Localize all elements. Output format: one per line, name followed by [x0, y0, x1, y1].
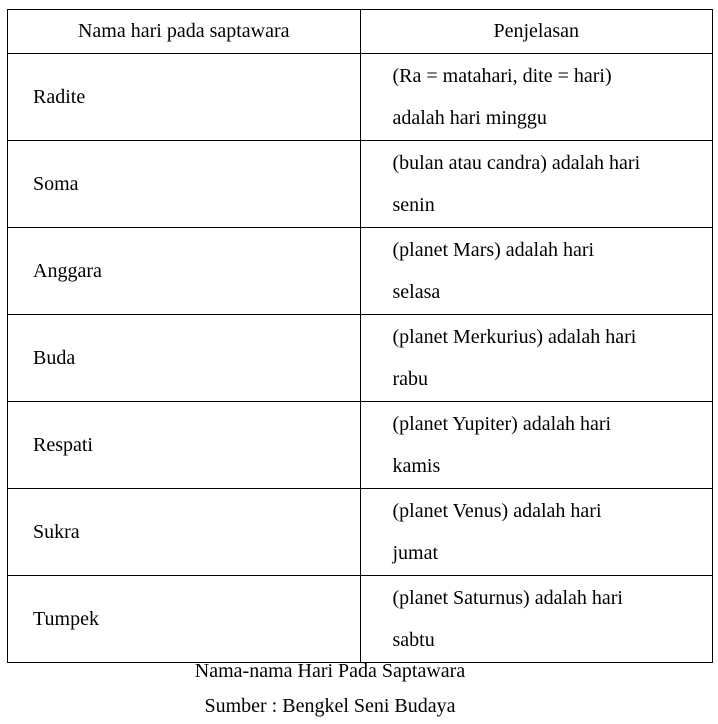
description-line-2: kamis	[392, 455, 441, 477]
description-line-1: (planet Merkurius) adalah hari	[392, 326, 637, 348]
header-description: Penjelasan	[360, 10, 713, 54]
day-description	[360, 228, 713, 315]
table-row	[8, 489, 713, 576]
description-line-1: (planet Saturnus) adalah hari	[392, 587, 623, 609]
description-line-2: adalah hari minggu	[392, 107, 547, 129]
day-description	[360, 402, 713, 489]
day-name: Soma	[8, 141, 361, 228]
day-name: Buda	[8, 315, 361, 402]
day-name: Sukra	[8, 489, 361, 576]
header-name: Nama hari pada saptawara	[8, 10, 361, 54]
day-description	[360, 315, 713, 402]
table-caption: Nama-nama Hari Pada Saptawara	[194, 660, 466, 682]
day-description	[360, 54, 713, 141]
table-row	[8, 315, 713, 402]
day-name: Anggara	[8, 228, 361, 315]
description-line-1: (planet Yupiter) adalah hari	[392, 413, 612, 435]
table-header-row	[8, 10, 713, 54]
description-line-2: jumat	[392, 542, 439, 564]
day-description	[360, 576, 713, 663]
table-row	[8, 228, 713, 315]
table-row	[8, 576, 713, 663]
description-line-1: (planet Venus) adalah hari	[392, 500, 602, 522]
description-line-2: sabtu	[392, 629, 435, 651]
description-line-1: (planet Mars) adalah hari	[392, 239, 595, 261]
table-row	[8, 141, 713, 228]
day-name: Radite	[8, 54, 361, 141]
day-name: Tumpek	[8, 576, 361, 663]
description-line-2: senin	[392, 194, 435, 216]
description-line-2: selasa	[392, 281, 441, 303]
table-row	[8, 402, 713, 489]
day-description	[360, 141, 713, 228]
description-line-1: (bulan atau candra) adalah hari	[392, 152, 641, 174]
day-name: Respati	[8, 402, 361, 489]
saptawara-table	[7, 9, 713, 663]
day-description	[360, 489, 713, 576]
description-line-2: rabu	[392, 368, 429, 390]
table-row	[8, 54, 713, 141]
description-line-1: (Ra = matahari, dite = hari)	[392, 65, 612, 87]
table-source: Sumber : Bengkel Seni Budaya	[204, 695, 456, 717]
